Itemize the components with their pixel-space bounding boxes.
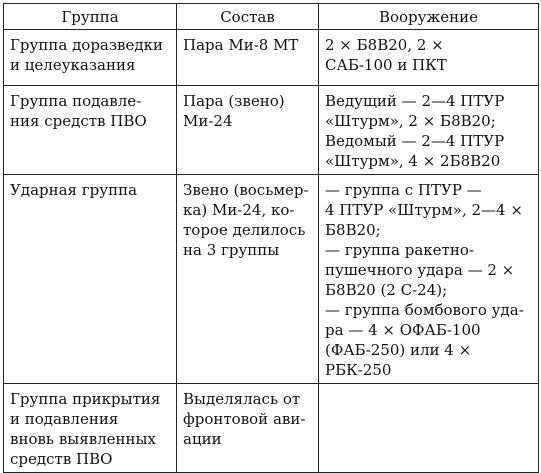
cell-text-line: Выделялась от: [183, 390, 301, 408]
cell-text-line: Ведомый — 2—4 ПТУР: [325, 132, 505, 150]
cell-group: [4, 30, 177, 86]
cell-text-line: ния средств ПВО: [10, 112, 147, 130]
cell-text-line: Группа прикрытия: [10, 390, 161, 408]
cell-text-line: Группа подавле-: [10, 92, 142, 110]
cell-text-line: Ведущий — 2—4 ПТУР: [325, 92, 505, 110]
cell-text-line: САБ-100 и ПКТ: [325, 56, 447, 74]
table-row: [4, 384, 539, 473]
cell-text-line: 4 ПТУР «Штурм», 2—4 ×: [325, 201, 523, 219]
cell-text-line: и целеуказания: [10, 56, 136, 74]
cell-text-line: ра — 4 × ОФАБ-100: [325, 321, 481, 339]
cell-armament: [319, 384, 539, 473]
cell-armament: [319, 175, 539, 384]
cell-text-line: вновь выявленных: [10, 430, 156, 448]
armament-table: [3, 3, 539, 473]
table-row: [4, 86, 539, 175]
cell-composition: [177, 384, 319, 473]
cell-text-line: на 3 группы: [183, 241, 280, 259]
cell-text-line: «Штурм», 4 × 2Б8В20: [325, 152, 501, 170]
cell-composition: [177, 30, 319, 86]
header-armament: Вооружение: [319, 4, 539, 30]
cell-armament: [319, 30, 539, 86]
cell-text-line: Ударная группа: [10, 181, 138, 199]
cell-text-line: Б8В20;: [325, 221, 381, 239]
cell-text-line: (ФАБ-250) или 4 ×: [325, 341, 472, 359]
cell-composition: [177, 175, 319, 384]
cell-text-line: — группа с ПТУР —: [325, 181, 482, 199]
cell-armament: [319, 86, 539, 175]
cell-group: [4, 86, 177, 175]
cell-text-line: — группа ракетно-: [325, 241, 474, 259]
cell-group: [4, 175, 177, 384]
cell-text-line: Звено (восьмер-: [183, 181, 309, 199]
cell-text-line: «Штурм», 2 × Б8В20;: [325, 112, 496, 130]
cell-group: [4, 384, 177, 473]
cell-text-line: — группа бомбового уда-: [325, 301, 524, 319]
cell-text-line: ации: [183, 430, 222, 448]
cell-text-line: и подавления: [10, 410, 119, 428]
header-group: Группа: [4, 4, 177, 30]
cell-text-line: фронтовой ави-: [183, 410, 306, 428]
table-row: [4, 175, 539, 384]
cell-text-line: Б8В20 (2 С-24);: [325, 281, 448, 299]
cell-text-line: РБК-250: [325, 361, 392, 379]
cell-text-line: Ми-24: [183, 112, 233, 130]
cell-text-line: ка) Ми-24, ко-: [183, 201, 295, 219]
table-header-row: [4, 4, 539, 30]
cell-text-line: 2 × Б8В20, 2 ×: [325, 36, 444, 54]
cell-text-line: Пара (звено): [183, 92, 285, 110]
cell-composition: [177, 86, 319, 175]
table-row: [4, 30, 539, 86]
cell-text-line: Пара Ми-8 МТ: [183, 36, 299, 54]
header-composition: Состав: [177, 4, 319, 30]
cell-text-line: пушечного удара — 2 ×: [325, 261, 515, 279]
cell-text-line: Группа доразведки: [10, 36, 163, 54]
cell-text-line: торое делилось: [183, 221, 306, 239]
cell-text-line: средств ПВО: [10, 450, 113, 468]
